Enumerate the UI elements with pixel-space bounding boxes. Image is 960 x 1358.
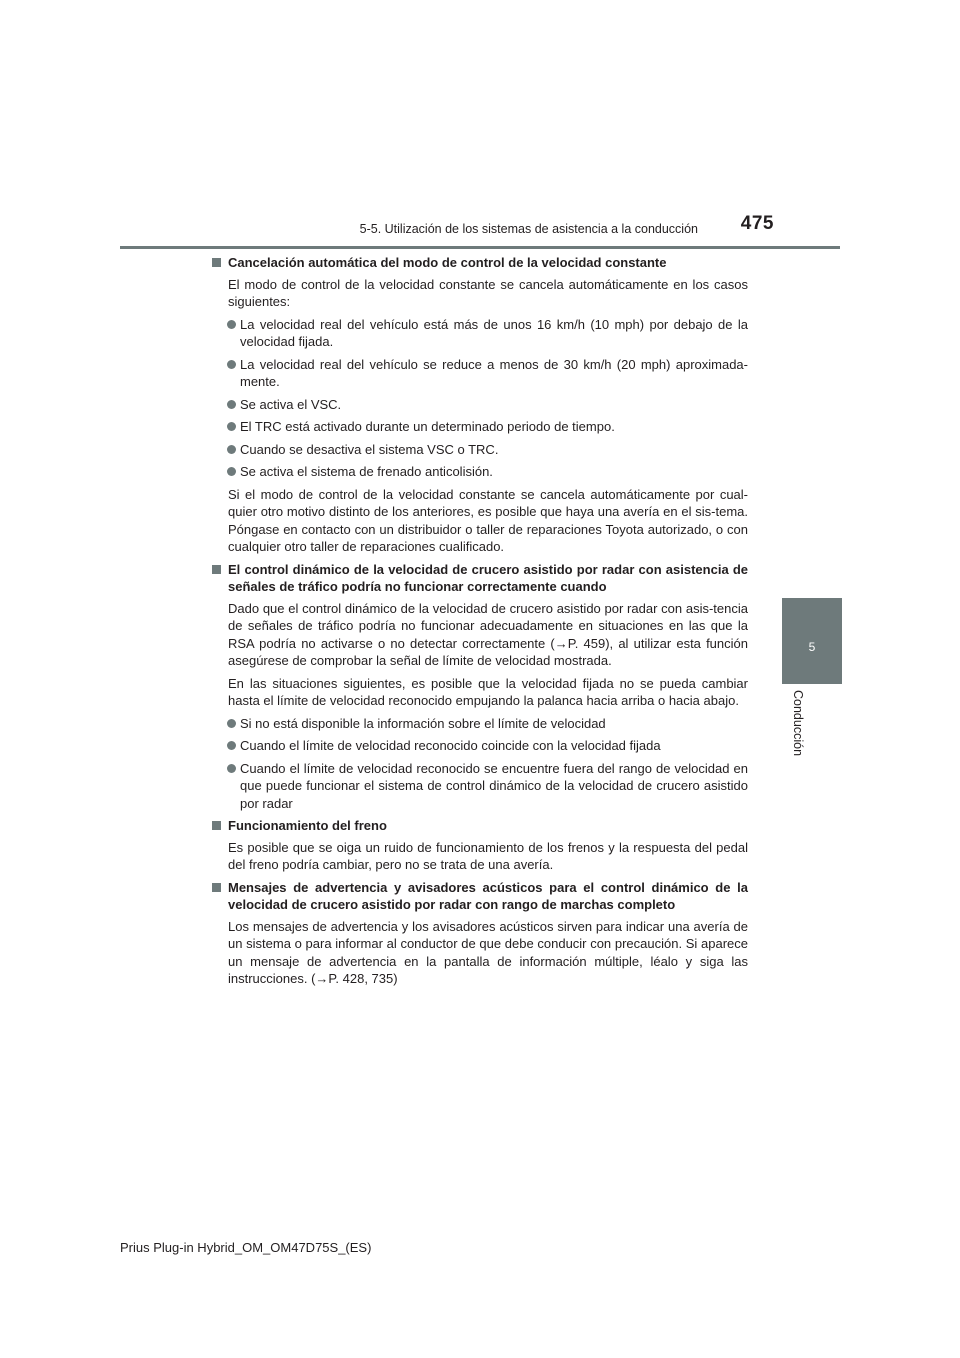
section-title: 5-5. Utilización de los sistemas de asistencia a la conducción xyxy=(359,222,698,236)
square-bullet-icon xyxy=(212,883,221,892)
round-bullet-icon xyxy=(227,445,236,454)
section-heading: Mensajes de advertencia y avisadores acústicos para el control dinámico de la velocidad de crucero asistido por radar con rango de marchas completo xyxy=(228,879,748,912)
list-item xyxy=(228,316,748,351)
square-bullet-icon xyxy=(212,821,221,830)
section-heading: Funcionamiento del freno xyxy=(228,818,387,833)
page-header xyxy=(120,212,840,249)
list-item-text: La velocidad real del vehículo está más de unos 16 km/h (10 mph) por debajo de la velocidad fijada. xyxy=(240,316,748,349)
round-bullet-icon xyxy=(227,467,236,476)
paragraph: Es posible que se oiga un ruido de funcionamiento de los frenos y la respuesta del pedal del freno podría cambiar, pero no se trata de una avería. xyxy=(228,839,748,872)
list-item xyxy=(228,760,748,813)
chapter-label: Conducción xyxy=(791,690,805,757)
list-item-text: Si no está disponible la información sobre el límite de velocidad xyxy=(240,715,606,731)
paragraph: Los mensajes de advertencia y los avisadores acústicos sirven para indicar una avería de un sistema o para informar al conductor de que debe conducir con precaución. Si aparece un mensaje de advertencia en la pantalla de información múltiple, léalo y siga las instrucciones. (→P. 428, 735) xyxy=(228,918,748,986)
round-bullet-icon xyxy=(227,320,236,329)
chapter-number: 5 xyxy=(808,640,816,654)
section-cancelacion xyxy=(211,254,748,556)
section-freno xyxy=(211,817,748,874)
list-item-text: Se activa el VSC. xyxy=(240,396,342,412)
list-item xyxy=(228,441,748,459)
list-item xyxy=(228,737,748,755)
list-item-text: Se activa el sistema de frenado anticolisión. xyxy=(240,464,493,479)
round-bullet-icon xyxy=(227,719,236,728)
round-bullet-icon xyxy=(227,360,236,369)
list-item xyxy=(228,356,748,391)
round-bullet-icon xyxy=(227,400,236,409)
list-item xyxy=(228,463,748,481)
paragraph: Si el modo de control de la velocidad constante se cancela automáticamente por cual-quier otro motivo distinto de los anteriores, es posible que haya una avería en el sis-tema. Póngase en contacto con un distribuidor o taller de reparaciones Toyota autorizado, o con cualquier otro taller de reparaciones cualificado. xyxy=(228,486,748,554)
list-item xyxy=(228,715,748,733)
page-content xyxy=(211,254,748,993)
square-bullet-icon xyxy=(212,565,221,574)
square-bullet-icon xyxy=(212,258,221,267)
paragraph: El modo de control de la velocidad constante se cancela automáticamente en los casos siguientes: xyxy=(228,276,748,309)
round-bullet-icon xyxy=(227,422,236,431)
section-heading: Cancelación automática del modo de control de la velocidad constante xyxy=(228,255,667,270)
list-item-text: El TRC está activado durante un determinado periodo de tiempo. xyxy=(240,419,615,434)
paragraph: En las situaciones siguientes, es posible que la velocidad fijada no se pueda cambiar hasta el límite de velocidad reconocido empujando la palanca hacia arriba o hacia abajo. xyxy=(228,675,748,708)
section-rsa xyxy=(211,561,748,813)
list-item-text: La velocidad real del vehículo se reduce a menos de 30 km/h (20 mph) aproximada-mente. xyxy=(240,356,748,389)
chapter-tab xyxy=(782,598,842,684)
round-bullet-icon xyxy=(227,741,236,750)
section-mensajes xyxy=(211,879,748,988)
section-heading: El control dinámico de la velocidad de crucero asistido por radar con asistencia de señales de tráfico podría no funcionar correctamente cuando xyxy=(228,561,748,594)
list-item xyxy=(228,418,748,436)
list-item-text: Cuando el límite de velocidad reconocido coincide con la velocidad fijada xyxy=(240,738,661,753)
page-number: 475 xyxy=(740,213,774,234)
page-footer: Prius Plug-in Hybrid_OM_OM47D75S_(ES) xyxy=(120,1240,372,1255)
round-bullet-icon xyxy=(227,764,236,773)
list-item xyxy=(228,396,748,414)
list-item-text: Cuando se desactiva el sistema VSC o TRC. xyxy=(240,441,499,457)
list-item-text: Cuando el límite de velocidad reconocido se encuentre fuera del rango de velocidad en que puede funcionar el sistema de control dinámico de la velocidad de crucero asistido por radar xyxy=(240,760,748,811)
paragraph: Dado que el control dinámico de la velocidad de crucero asistido por radar con asis-tencia de señales de tráfico podría no funcionar adecuadamente en situaciones en las que la RSA podría no activarse o no detectar correctamente (→P. 459), al utilizar esta función asegúrese de comprobar la señal de límite de velocidad mostrada. xyxy=(228,600,748,668)
